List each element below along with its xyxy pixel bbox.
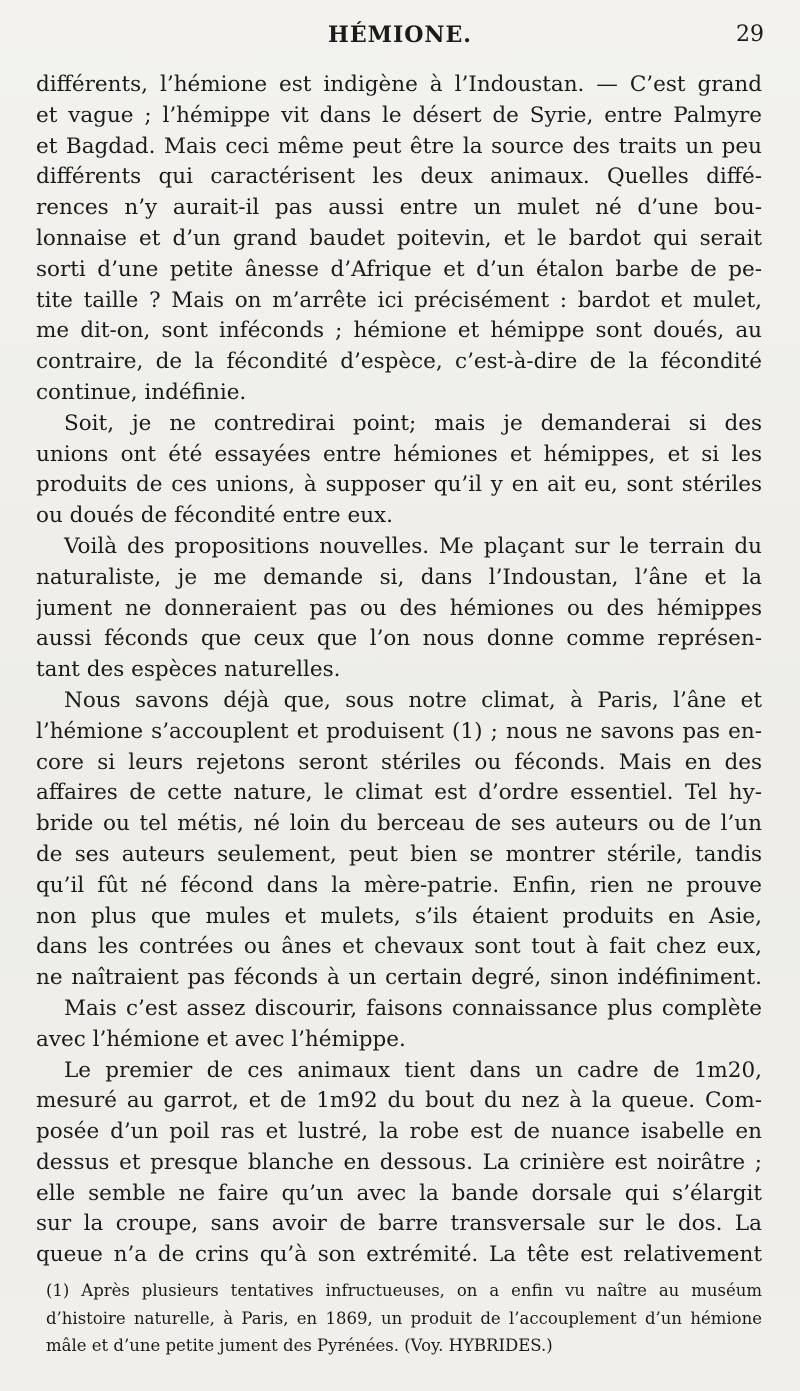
text-line: Nous savons déjà que, sous notre climat, à Paris, l’âne et [64, 687, 762, 713]
text-line: mesuré au garrot, et de 1m92 du bout du nez à la queue. Com- [36, 1088, 762, 1114]
text-line: me dit-on, sont inféconds ; hémione et hémippe sont doués, au [36, 318, 762, 344]
text-line: produits de ces unions, à supposer qu’il y en ait eu, sont stériles [36, 472, 762, 498]
paragraph [36, 532, 762, 686]
text-line: et vague ; l’hémippe vit dans le désert de Syrie, entre Palmyre [36, 102, 762, 128]
text-line: elle semble ne faire qu’un avec la bande dorsale qui s’élargit [36, 1180, 762, 1206]
text-line: core si leurs rejetons seront stériles ou féconds. Mais en des [36, 749, 762, 775]
footnote [46, 1277, 762, 1360]
paragraph [36, 409, 762, 532]
text-line: contraire, de la fécondité d’espèce, c’est-à-dire de la fécondité [36, 349, 762, 375]
text-line: lonnaise et d’un grand baudet poitevin, et le bardot qui serait [36, 225, 762, 251]
text-line: Le premier de ces animaux tient dans un cadre de 1m20, [64, 1057, 762, 1083]
text-line: bride ou tel métis, né loin du berceau de ses auteurs ou de l’un [36, 811, 762, 837]
text-line: unions ont été essayées entre hémiones et hémippes, et si les [36, 441, 762, 467]
paragraph [36, 1056, 762, 1272]
text-line: posée d’un poil ras et lustré, la robe est de nuance isabelle en [36, 1119, 762, 1145]
text-line: qu’il fût né fécond dans la mère-patrie. Enfin, rien ne prouve [36, 872, 762, 898]
text-line: naturaliste, je me demande si, dans l’Indoustan, l’âne et la [36, 564, 762, 590]
text-line: l’hémione s’accouplent et produisent (1) ; nous ne savons pas en- [36, 718, 762, 744]
text-line: jument ne donneraient pas ou des hémiones ou des hémippes [36, 595, 762, 621]
text-line: tite taille ? Mais on m’arrête ici précisément : bardot et mulet, [36, 287, 762, 313]
text-line: différents, l’hémione est indigène à l’Indoustan. — C’est grand [36, 72, 762, 97]
text-line: sorti d’une petite ânesse d’Afrique et d’un étalon barbe de pe- [36, 256, 762, 282]
text-line: ne naîtraient pas féconds à un certain degré, sinon indéfiniment. [36, 965, 762, 991]
text-line: avec l’hémione et avec l’hémippe. [36, 1026, 406, 1052]
text-line: Soit, je ne contredirai point; mais je demanderai si des [64, 410, 762, 436]
text-line: dans les contrées ou ânes et chevaux sont tout à fait chez eux, [36, 934, 762, 960]
page-number: 29 [736, 22, 764, 47]
paragraph [36, 994, 762, 1056]
main-text [36, 70, 762, 1271]
text-line: Voilà des propositions nouvelles. Me plaçant sur le terrain du [64, 533, 762, 559]
footnote-line: d’histoire naturelle, à Paris, en 1869, un produit de l’accouplement d’un hémione [46, 1308, 762, 1328]
text-line: rences n’y aurait-il pas aussi entre un mulet né d’une bou- [36, 195, 762, 221]
text-line: tant des espèces naturelles. [36, 657, 341, 683]
running-title: HÉMIONE. [328, 22, 472, 48]
paragraph [36, 686, 762, 994]
paragraph [36, 70, 762, 409]
text-line: continue, indéfinie. [36, 379, 247, 405]
footnote-line: (1) Après plusieurs tentatives infructueuses, on a enfin vu naître au muséum [46, 1281, 762, 1300]
text-line: queue n’a de crins qu’à son extrémité. La tête est relativement [36, 1242, 762, 1268]
text-line: dessus et presque blanche en dessous. La crinière est noirâtre ; [36, 1149, 762, 1175]
footnote-line: mâle et d’une petite jument des Pyrénées. (Voy. HYBRIDES.) [46, 1336, 553, 1355]
text-line: affaires de cette nature, le climat est d’ordre essentiel. Tel hy- [36, 780, 762, 806]
text-line: non plus que mules et mulets, s’ils étaient produits en Asie, [36, 903, 762, 929]
page-header [36, 22, 764, 52]
text-line: ou doués de fécondité entre eux. [36, 503, 394, 529]
text-line: sur la croupe, sans avoir de barre transversale sur le dos. La [36, 1211, 762, 1237]
text-line: de ses auteurs seulement, peut bien se montrer stérile, tandis [36, 841, 762, 867]
text-line: et Bagdad. Mais ceci même peut être la source des traits un peu [36, 133, 762, 159]
text-line: Mais c’est assez discourir, faisons connaissance plus complète [64, 995, 762, 1021]
text-line: aussi féconds que ceux que l’on nous donne comme représen- [36, 626, 762, 652]
text-line: différents qui caractérisent les deux animaux. Quelles diffé- [36, 164, 762, 190]
